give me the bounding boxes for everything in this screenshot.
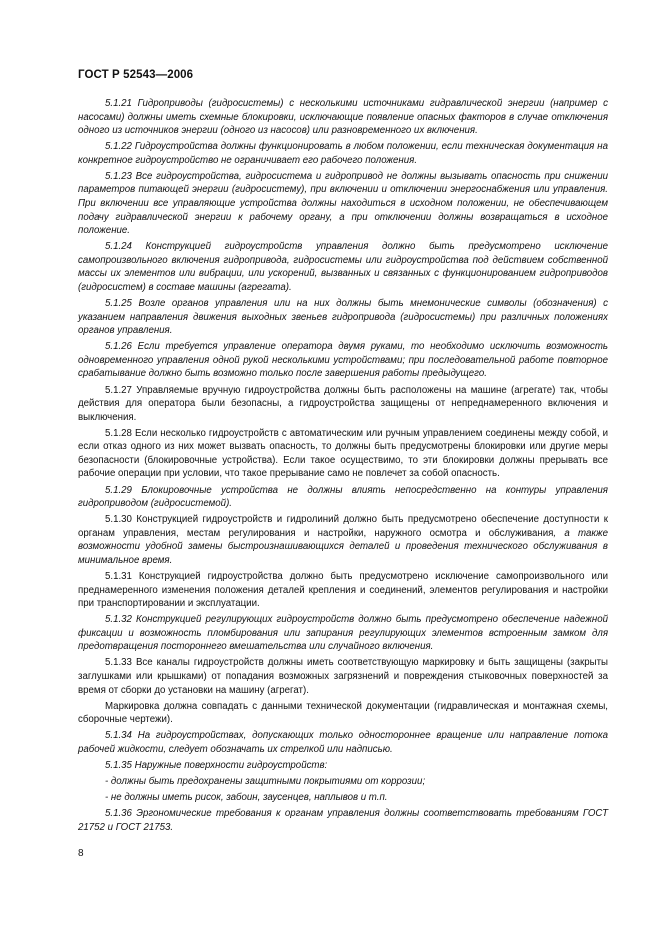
page-number: 8 (78, 848, 84, 859)
paragraph-5-1-22: 5.1.22 Гидроустройства должны функционировать в любом положении, если техническая документация на конкретное гидроустройство не ограничивает его рабочего положения. (78, 141, 608, 166)
paragraph-5-1-27: 5.1.27 Управляемые вручную гидроустройства должны быть расположены на машине (агрегате) так, чтобы действия для оператора были безопасны, а гидроустройства защищены от непреднамеренного включения и выключения. (78, 384, 608, 423)
paragraph-5-1-32: 5.1.32 Конструкцией регулирующих гидроустройств должно быть предусмотрено обеспечение надежной фиксации и возможность пломбирования или запирания регулирующих элементов встроенным замком для предотвращения постороннего вмешательства или случайного включения. (78, 614, 608, 653)
document-header: ГОСТ Р 52543—2006 (78, 69, 194, 81)
paragraph-5-1-28: 5.1.28 Если несколько гидроустройств с автоматическим или ручным управлением соединены между собой, и если отказ одного из них может вызвать опасность, то должны быть предусмотрены блокировки или другие меры безопасности (блокировочные устройства). Если такое осуществимо, то эти блокировки должны прерывать все рабочие операции при условии, что такое прерывание само не повлечет за собой опасность. (78, 427, 608, 480)
list-item-corrosion: - должны быть предохранены защитными покрытиями от коррозии; (105, 776, 426, 788)
paragraph-marking: Маркировка должна совпадать с данными технической документации (гидравлическая и монтажная схемы, сборочные чертежи). (78, 700, 608, 726)
paragraph-5-1-30-part-normal: 5.1.30 Конструкцией гидроустройств и гидролиний должно быть предусмотрено обеспечение доступности к органам управления, местам регулирования и настройки, наружного осмотра и обслуживания (78, 514, 608, 539)
paragraph-5-1-34: 5.1.34 На гидроустройствах, допускающих только одностороннее вращение или направление потока рабочей жидкости, следует обозначать их стрелкой или надписью. (78, 730, 608, 755)
paragraph-5-1-24: 5.1.24 Конструкцией гидроустройств управления должно быть предусмотрено исключение самопроизвольного включения гидропривода, гидросистемы или гидроустройства под действием собственной массы их элементов или вибрации, или ускорений, вызванных и связанных с функционированием гидроприводов (гидросистем) в составе машины (агрегата). (78, 241, 608, 293)
paragraph-5-1-29: 5.1.29 Блокировочные устройства не должны влиять непосредственно на контуры управления гидроприводом (гидросистемой). (78, 484, 608, 510)
paragraph-5-1-30-part-italic: , а также возможности удобной замены быстроизнашивающихся деталей и проведения технического обслуживания в минимальное время. (78, 527, 608, 566)
paragraph-5-1-30 (78, 513, 608, 567)
paragraph-5-1-36: 5.1.36 Эргономические требования к органам управления должны соответствовать требованиям ГОСТ 21752 и ГОСТ 21753. (78, 808, 608, 834)
paragraph-5-1-31: 5.1.31 Конструкцией гидроустройства должно быть предусмотрено исключение самопроизвольного или преднамеренного изменения положения деталей крепления и соединений, элементов регулирования и настройки при транспортировании и эксплуатации. (78, 570, 608, 610)
list-item-surface-defects: - не должны иметь рисок, забоин, заусенцев, наплывов и т.п. (105, 792, 388, 804)
paragraph-5-1-35: 5.1.35 Наружные поверхности гидроустройств: (105, 760, 328, 772)
paragraph-5-1-25: 5.1.25 Возле органов управления или на них должны быть мнемонические символы (обозначения) с указанием направления движения выходных звеньев гидропривода (гидросистемы) при различных положениях органов управления. (78, 298, 608, 337)
paragraph-5-1-21: 5.1.21 Гидроприводы (гидросистемы) с несколькими источниками гидравлической энергии (например с насосами) должны иметь схемные блокировки, исключающие появление опасных факторов в случае отключения одного из источников энергии (одного из насосов) или разновременного их включения. (78, 98, 608, 137)
paragraph-5-1-23: 5.1.23 Все гидроустройства, гидросистема и гидропривод не должны вызывать опасность при снижении параметров питающей энергии (гидросистему), при включении и отключении энергоснабжения или управления. При включении все управляющие устройства должны находиться в исходном положении, не обеспечивающем подачу гидравлической энергии к рабочему органу, а при отключении должны возвращаться в исходное положение. (78, 170, 608, 237)
document-body (78, 97, 608, 837)
paragraph-5-1-26: 5.1.26 Если требуется управление оператора двумя руками, то необходимо исключить возможность одновременного управления одной рукой несколькими устройствами; при последовательной работе повторное срабатывание должно быть возможно только после завершения работы предыдущего. (78, 341, 608, 380)
paragraph-5-1-33: 5.1.33 Все каналы гидроустройств должны иметь соответствующую маркировку и быть защищены (закрыты заглушками или крышками) от попадания возможных загрязнений и повреждения стыковочных поверхностей за время от сборки до установки на машину (агрегат). (78, 657, 608, 696)
